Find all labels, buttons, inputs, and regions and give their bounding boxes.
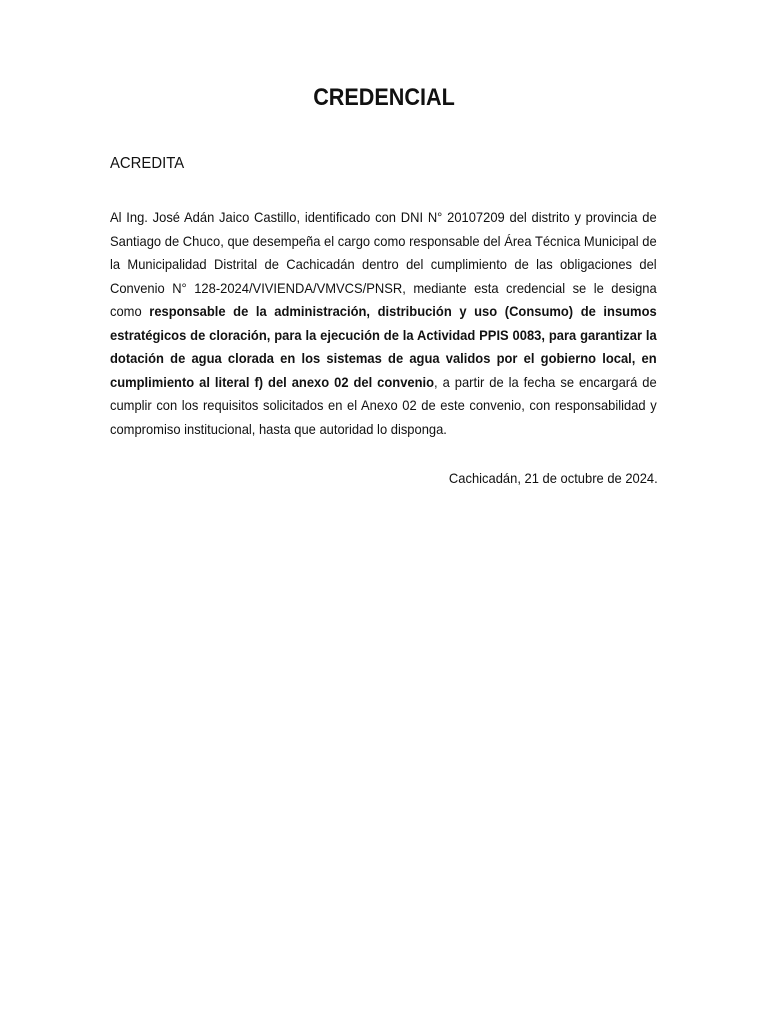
date-line: Cachicadán, 21 de octubre de 2024. — [449, 470, 658, 486]
document-title: CREDENCIAL — [313, 84, 455, 111]
document-subtitle: ACREDITA — [110, 155, 185, 172]
paragraph-intro: Al Ing. José Adán Jaico Castillo, identificado con DNI N° 20107209 del distrito y provincia de Santiago de Chuco, que desempeña el cargo como responsable del Área Técnica Municipal de la Municipalidad Distrital de Cachicadán dentro del cumplimiento de las obligaciones del Convenio N° 128-2024/VIVIENDA/VMVCS/PNSR, mediante esta credencial se le designa como — [110, 209, 657, 319]
credential-paragraph — [110, 206, 657, 441]
paragraph-outro: , a partir de la fecha se encargará de cumplir con los requisitos solicitados en el Anexo 02 de este convenio, con responsabilidad y compromiso institucional, hasta que autoridad lo disponga. — [110, 373, 657, 437]
paragraph-bold-designation: responsable de la administración, distribución y uso (Consumo) de insumos estratégicos de cloración, para la ejecución de la Actividad PPIS 0083, para garantizar la dotación de agua clorada en los sistemas de agua validos por el gobierno local, en cumplimiento al literal f) del anexo 02 del convenio — [110, 303, 657, 390]
